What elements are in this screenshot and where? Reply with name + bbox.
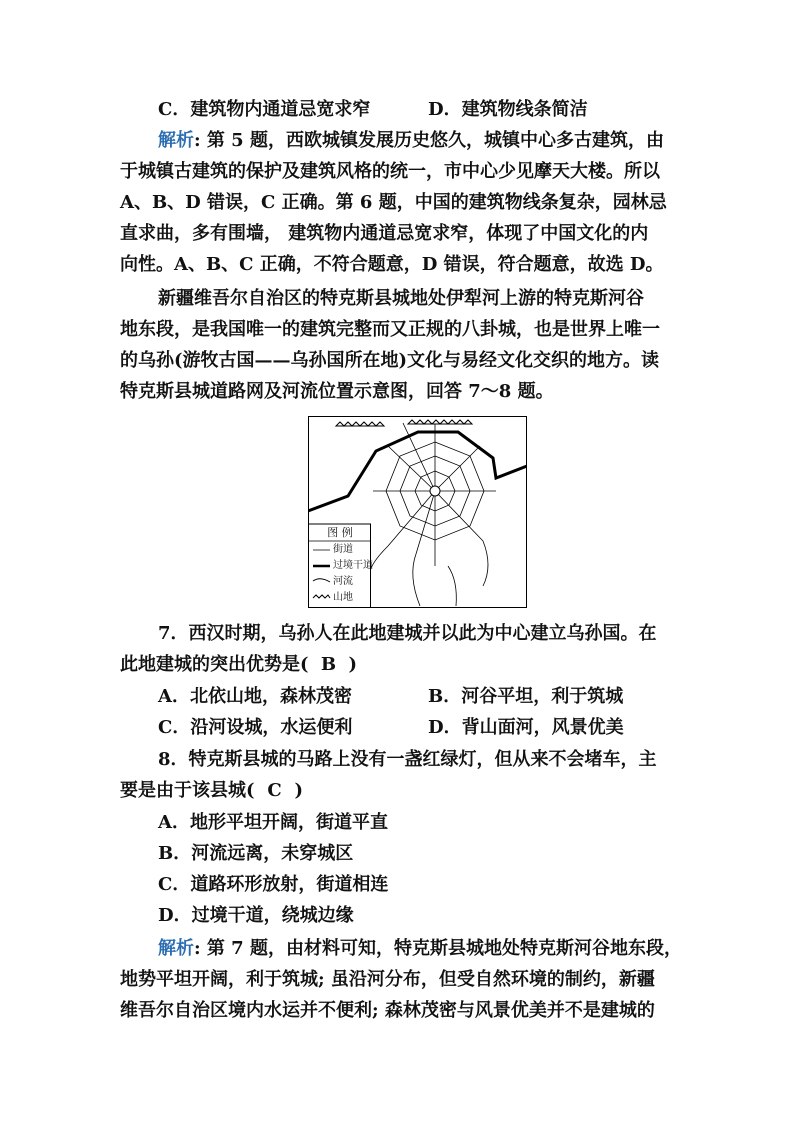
- analysis-label: 解析: [158, 938, 194, 959]
- analysis-line: [158, 129, 664, 153]
- analysis-line: 向性。A、B、C 正确，不符合题意，D 错误，符合题意，故选 D。: [120, 254, 664, 275]
- q8-option-c: C．道路环形放射，街道相连: [158, 874, 389, 895]
- q8-option-d: D．过境干道，绕城边缘: [158, 905, 354, 926]
- analysis-text: : 第 5 题，西欧城镇发展历史悠久，城镇中心多古建筑，由: [194, 130, 664, 151]
- legend-title: 图 例: [327, 526, 353, 539]
- legend-trunk-road: 过境干道: [333, 560, 373, 571]
- q7-answer: B: [320, 654, 337, 675]
- material-line: 特克斯县城道路网及河流位置示意图，回答 7～8 题。: [120, 381, 554, 402]
- q7-option-d: D．背山面河，风景优美: [428, 717, 624, 738]
- road-network-map: [308, 416, 527, 608]
- q8-stem: 8．特克斯县城的马路上没有一盏红绿灯，但从来不会堵车，主: [158, 749, 657, 770]
- q7-stem: 7．西汉时期，乌孙人在此地建城并以此为中心建立乌孙国。在: [158, 623, 657, 644]
- legend-river: 河流: [333, 576, 353, 587]
- analysis-line: 维吾尔自治区境内水运并不便利; 森林茂密与风景优美并不是建城的: [120, 1000, 655, 1021]
- material-line: 新疆维吾尔自治区的特克斯县城地处伊犁河上游的特克斯河谷: [158, 288, 644, 309]
- legend-street: 街道: [333, 544, 353, 555]
- q7-option-c: C．沿河设城，水运便利: [158, 717, 353, 738]
- q8-answer: C: [267, 780, 282, 801]
- analysis-line: 地势平坦开阔，利于筑城; 虽沿河分布，但受自然环境的制约，新疆: [120, 969, 655, 990]
- q7-option-a: A．北依山地，森林茂密: [158, 686, 352, 707]
- q8-stem-line2: 要是由于该县城( C ): [120, 780, 304, 801]
- q7-stem-line2: 此地建城的突出优势是( B ): [120, 654, 358, 675]
- option-c-prev: C．建筑物内通道忌宽求窄: [158, 99, 371, 120]
- analysis-line: A、B、D 错误，C 正确。第 6 题，中国的建筑物线条复杂，园林忌: [120, 192, 667, 213]
- q8-option-a: A．地形平坦开阔，街道平直: [158, 812, 388, 833]
- q7-option-b: B．河谷平坦，利于筑城: [428, 686, 624, 707]
- legend-mountain: 山地: [333, 592, 353, 603]
- analysis-line: 解析: 第 7 题，由材料可知，特克斯县城地处特克斯河谷地东段，: [158, 938, 682, 959]
- analysis-label: 解析: [158, 130, 194, 151]
- analysis-line: 直求曲，多有围墙， 建筑物内通道忌宽求窄，体现了中国文化的内: [120, 223, 649, 244]
- material-line: 的乌孙(游牧古国——乌孙国所在地)文化与易经文化交织的地方。读: [120, 350, 660, 371]
- option-d-prev: D．建筑物线条简洁: [428, 99, 588, 120]
- analysis-line: 于城镇古建筑的保护及建筑风格的统一，市中心少见摩天大楼。所以: [120, 161, 660, 182]
- material-line: 地东段，是我国唯一的建筑完整而又正规的八卦城，也是世界上唯一: [120, 319, 660, 340]
- q8-option-b: B．河流远离，未穿城区: [158, 843, 354, 864]
